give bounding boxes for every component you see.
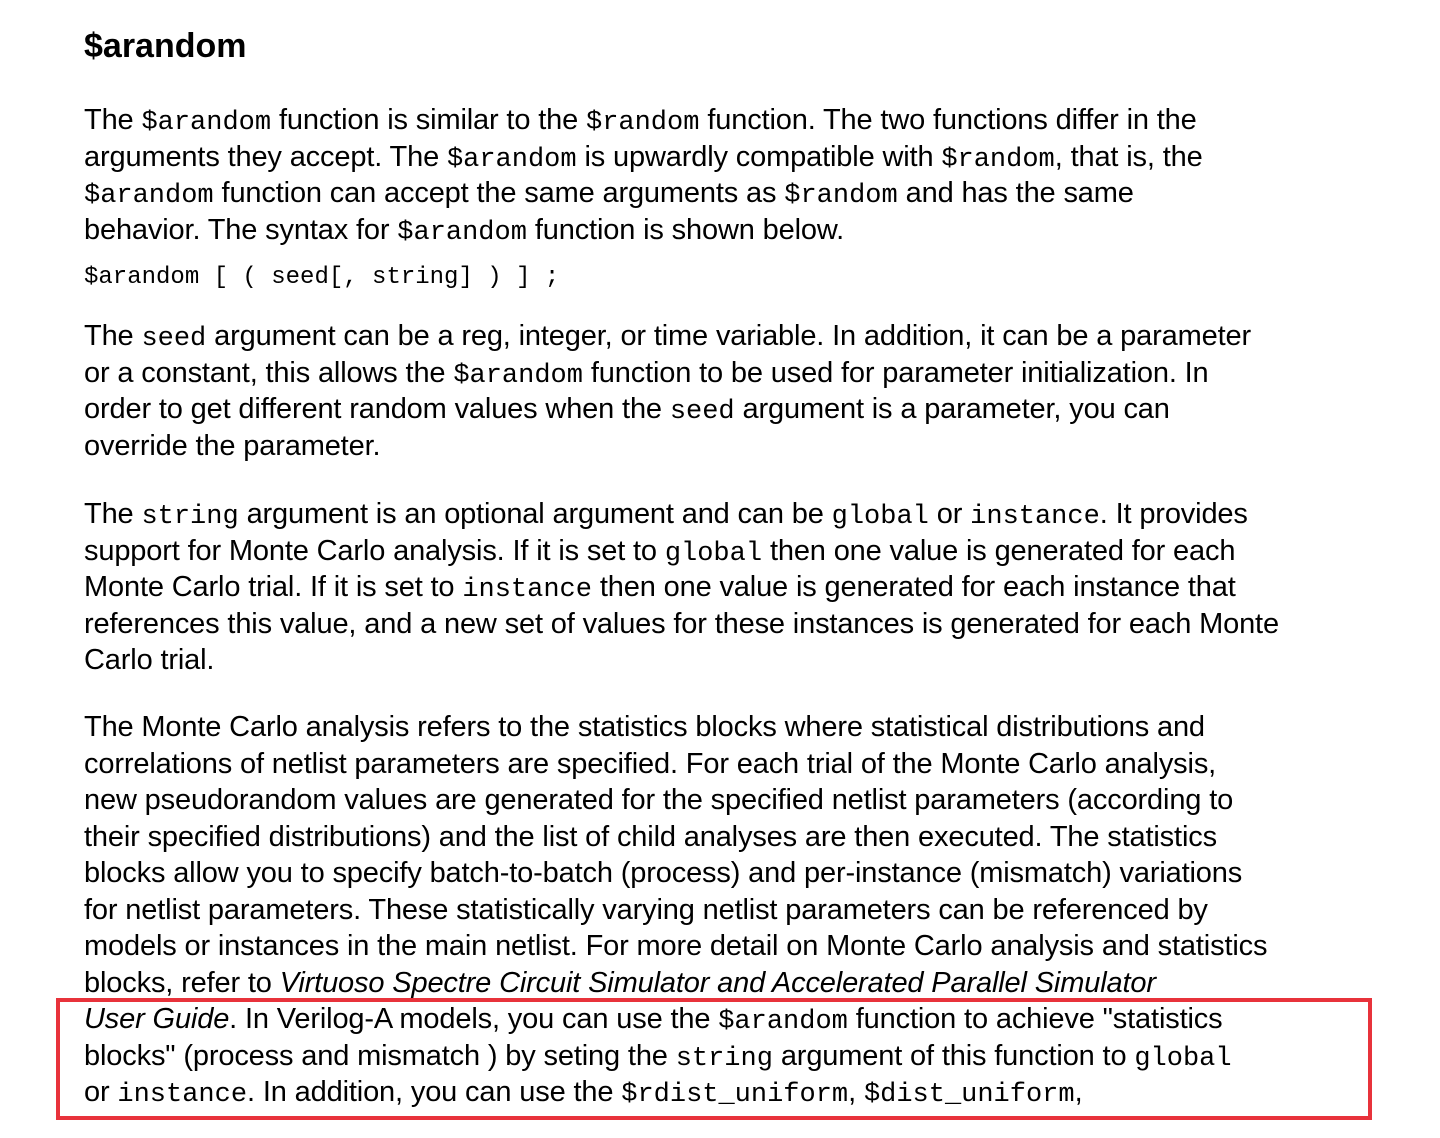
text-run: support for Monte Carlo analysis. If it is set to — [84, 534, 665, 567]
text-run: . In addition, you can use the — [247, 1076, 622, 1108]
text-line — [84, 139, 1348, 176]
code-random: $random — [941, 144, 1055, 175]
text-line — [84, 391, 1348, 428]
syntax-code-block: $arandom [ ( seed[, string] ) ] ; — [84, 264, 560, 291]
text-line: blocks allow you to specify batch-to-batch (process) and per-instance (mismatch) variations — [84, 857, 1243, 889]
text-line: models or instances in the main netlist. For more detail on Monte Carlo analysis and statistics — [84, 930, 1268, 962]
text-run: argument is an optional argument and can be — [238, 498, 832, 530]
section-heading: $arandom — [84, 27, 247, 65]
code-arandom: $arandom — [84, 181, 214, 211]
code-rdist-uniform: $rdist_uniform — [621, 1080, 849, 1110]
text-line — [84, 318, 1348, 355]
text-line — [84, 212, 1348, 249]
text-run: argument is a parameter, you can — [734, 393, 1170, 425]
text-run: function is shown below. — [526, 213, 844, 246]
text-run: Carlo trial. — [84, 644, 215, 676]
book-title: Virtuoso Spectre Circuit Simulator and Accelerated Parallel Simulator — [279, 966, 1156, 999]
code-random: $random — [784, 181, 898, 211]
code-string: string — [675, 1043, 773, 1074]
text-run: order to get different random values when the — [84, 393, 670, 425]
code-instance: instance — [462, 575, 592, 605]
code-global: global — [831, 502, 929, 532]
code-seed: seed — [669, 397, 735, 427]
text-line — [84, 428, 1348, 465]
text-run: then one value is generated for each — [762, 534, 1236, 567]
text-run: arguments they accept. The — [84, 140, 447, 173]
text-run: argument can be a reg, integer, or time variable. In addition, it can be a parameter — [206, 320, 1251, 352]
text-run: function to achieve "statistics — [847, 1003, 1223, 1035]
text-line: their specified distributions) and the list of child analyses are then executed. The statistics — [84, 820, 1217, 853]
code-global: global — [1134, 1043, 1232, 1074]
code-dist-uniform: $dist_uniform — [863, 1080, 1075, 1110]
code-arandom: $arandom — [141, 108, 272, 138]
text-run: . It provides — [1099, 498, 1248, 530]
text-line: correlations of netlist parameters are specified. For each trial of the Monte Carlo analysis, — [84, 747, 1217, 780]
code-instance: instance — [117, 1080, 248, 1110]
text-line — [84, 355, 1348, 392]
text-run: or — [84, 1076, 118, 1108]
code-seed: seed — [141, 324, 207, 354]
text-run: function to be used for parameter initialization. In — [582, 356, 1209, 389]
text-run: function is similar to the — [271, 104, 586, 136]
paragraph-string — [84, 496, 1348, 679]
code-arandom: $arandom — [446, 144, 577, 175]
text-line — [84, 965, 1348, 1002]
book-title: User Guide — [84, 1003, 230, 1035]
text-line — [84, 496, 1348, 533]
text-run: references this value, and a new set of values for these instances is generated for each Monte — [84, 607, 1279, 640]
text-line — [84, 533, 1348, 570]
text-run: behavior. The syntax for — [84, 213, 398, 246]
text-run: and has the same — [897, 177, 1134, 209]
code-arandom: $arandom — [718, 1007, 848, 1037]
text-run: The — [84, 498, 142, 530]
text-run: The — [84, 104, 142, 136]
text-run: Monte Carlo trial. If it is set to — [84, 571, 463, 603]
text-run: The — [84, 320, 142, 352]
text-run: is upwardly compatible with — [576, 140, 942, 173]
code-global: global — [664, 538, 763, 569]
paragraph-seed — [84, 318, 1348, 464]
highlight-box — [56, 998, 1372, 1120]
text-run: . In Verilog-A models, you can use the — [229, 1003, 719, 1035]
text-run: , that is, the — [1054, 140, 1203, 173]
paragraph-intro — [84, 102, 1348, 248]
text-line: new pseudorandom values are generated for the specified netlist parameters (according to — [84, 784, 1234, 816]
code-string: string — [141, 502, 239, 532]
text-line: for netlist parameters. These statistically varying netlist parameters can be referenced by — [84, 893, 1208, 926]
text-run: or — [928, 498, 971, 530]
text-run: blocks, refer to — [84, 966, 280, 999]
text-run: function. The two functions differ in the — [699, 104, 1197, 136]
text-run: function can accept the same arguments as — [213, 177, 785, 209]
text-line — [84, 569, 1348, 606]
text-run: blocks" (process and mismatch ) by seting the — [84, 1039, 676, 1072]
text-run: then one value is generated for each instance that — [591, 571, 1236, 603]
text-run: argument of this function to — [772, 1039, 1135, 1072]
text-line — [84, 102, 1348, 139]
code-arandom: $arandom — [397, 217, 527, 248]
text-line — [84, 606, 1348, 643]
text-run: or a constant, this allows the — [84, 356, 454, 389]
text-run: , — [1074, 1076, 1083, 1108]
text-line — [84, 175, 1348, 212]
code-instance: instance — [970, 502, 1100, 532]
text-run: , — [848, 1076, 864, 1108]
code-arandom: $arandom — [453, 360, 583, 391]
text-line — [84, 642, 1348, 679]
text-run: override the parameter. — [84, 429, 381, 462]
code-random: $random — [586, 108, 700, 138]
text-line: The Monte Carlo analysis refers to the statistics blocks where statistical distributions and — [84, 711, 1205, 743]
